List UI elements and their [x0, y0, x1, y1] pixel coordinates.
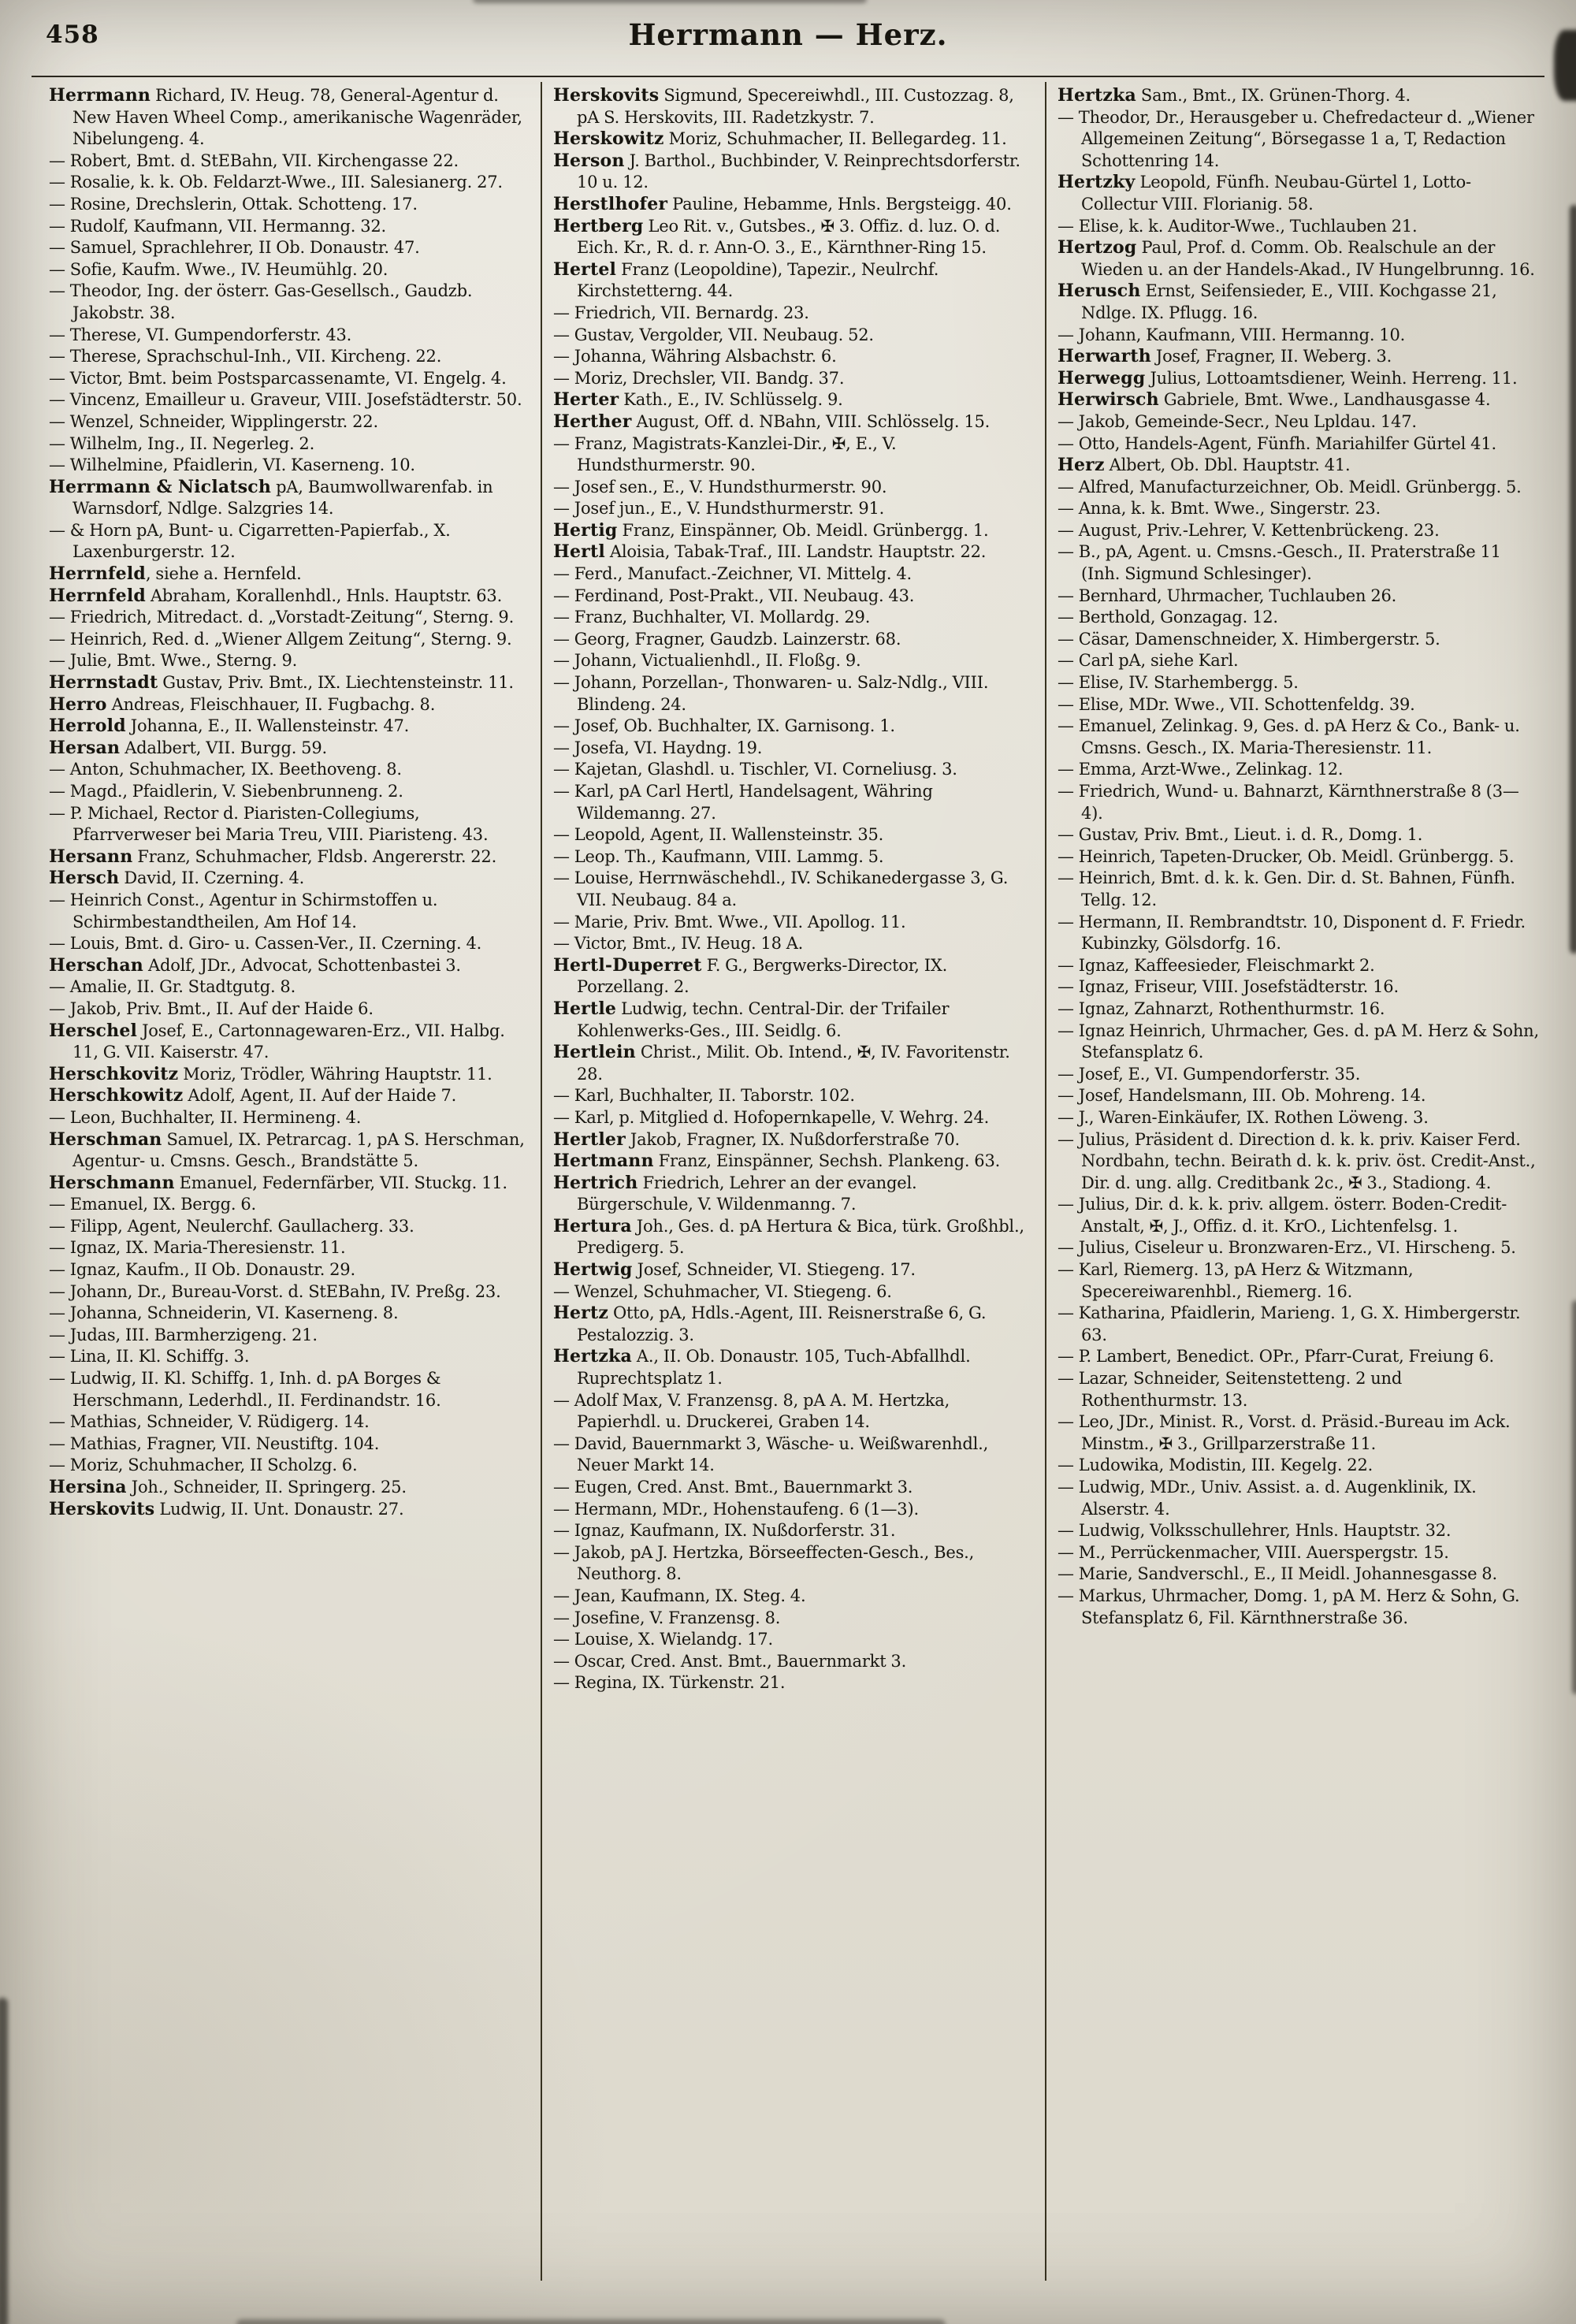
- directory-entry-head: Herro Andreas, Fleischhauer, II. Fugbachg. 8.: [49, 693, 436, 715]
- surname-lead: Herrold: [49, 716, 126, 737]
- directory-entry: — August, Priv.-Lehrer, V. Kettenbrückeng. 23.: [1057, 520, 1440, 540]
- surname-lead: Herro: [49, 693, 107, 715]
- surname-lead: Herrnfeld: [49, 585, 146, 606]
- directory-entry: — Rosalie, k. k. Ob. Feldarzt-Wwe., III. Salesianerg. 27.: [49, 173, 503, 192]
- directory-entry-head: Herwarth Josef, Fragner, II. Weberg. 3.: [1057, 346, 1392, 367]
- directory-entry-head: Herschkowitz Adolf, Agent, II. Auf der Haide 7.: [49, 1085, 457, 1106]
- directory-entry-head: Hertzka A., II. Ob. Donaustr. 105, Tuch-Abfallhdl. Ruprechtsplatz 1.: [553, 1346, 971, 1389]
- directory-entry-head: Hertzka Sam., Bmt., IX. Grünen-Thorg. 4.: [1057, 85, 1411, 106]
- directory-entry-head: Herskowitz Moriz, Schuhmacher, II. Bellegardeg. 11.: [553, 128, 1007, 150]
- surname-lead: Herwegg: [1057, 367, 1146, 389]
- directory-entry: — Magd., Pfaidlerin, V. Siebenbrunneng. 2.: [49, 782, 403, 801]
- directory-entry: — Ludwig, MDr., Univ. Assist. a. d. Augenklinik, IX. Alserstr. 4.: [1057, 1478, 1477, 1519]
- directory-entry: — Karl, Buchhalter, II. Taborstr. 102.: [553, 1086, 855, 1106]
- surname-lead: Herschan: [49, 954, 144, 976]
- directory-entry: — Therese, Sprachschul-Inh., VII. Kircheng. 22.: [49, 347, 442, 366]
- directory-entry: — Julius, Präsident d. Direction d. k. k. priv. Kaiser Ferd. Nordbahn, techn. Beirath d. k. k. priv. öst. Credit-Anst., Dir. d. ung. allg. Creditbank 2c., ✠ 3., Stadiong. 4.: [1057, 1129, 1536, 1192]
- directory-entry: — Mathias, Schneider, V. Rüdigerg. 14.: [49, 1412, 370, 1432]
- directory-entry: — Hermann, MDr., Hohenstaufeng. 6 (1—3).: [553, 1499, 919, 1519]
- directory-entry: — Johann, Porzellan-, Thonwaren- u. Salz-Ndlg., VIII. Blindeng. 24.: [553, 673, 989, 714]
- directory-entry-head: Hertrich Friedrich, Lehrer an der evangel. Bürgerschule, V. Wildenmanng. 7.: [553, 1172, 917, 1214]
- directory-entry: — Markus, Uhrmacher, Domg. 1, pA M. Herz & Sohn, G. Stefansplatz 6, Fil. Kärnthnerstraße 36.: [1057, 1586, 1520, 1627]
- directory-entry-head: Hertl-Duperret F. G., Bergwerks-Director, IX. Porzellang. 2.: [553, 954, 948, 997]
- directory-entry-head: Hertl Aloisia, Tabak-Traf., III. Landstr. Hauptstr. 22.: [553, 541, 987, 563]
- surname-lead: Hertrich: [553, 1172, 638, 1193]
- directory-entry: — Josefa, VI. Haydng. 19.: [553, 738, 763, 757]
- directory-entry: — Louis, Bmt. d. Giro- u. Cassen-Ver., II. Czerning. 4.: [49, 934, 482, 954]
- directory-entry-head: Herstlhofer Pauline, Hebamme, Hnls. Bergsteigg. 40.: [553, 193, 1012, 214]
- directory-entry: — Eugen, Cred. Anst. Bmt., Bauernmarkt 3.: [553, 1478, 913, 1497]
- directory-entry-head: Herz Albert, Ob. Dbl. Hauptstr. 41.: [1057, 455, 1351, 476]
- directory-column: [1045, 82, 1549, 2281]
- directory-entry: — Jean, Kaufmann, IX. Steg. 4.: [553, 1586, 806, 1605]
- directory-entry-head: Hertwig Josef, Schneider, VI. Stiegeng. 17.: [553, 1259, 916, 1281]
- page-number: 458: [46, 20, 99, 49]
- directory-entry: — Leop. Th., Kaufmann, VIII. Lammg. 5.: [553, 846, 884, 866]
- directory-entry: — Emma, Arzt-Wwe., Zelinkag. 12.: [1057, 760, 1344, 779]
- directory-entry: — Friedrich, Wund- u. Bahnarzt, Kärnthnerstraße 8 (3—4).: [1057, 782, 1519, 823]
- surname-lead: Herrmann: [49, 85, 151, 106]
- surname-lead: Hertel: [553, 258, 617, 280]
- surname-lead: Hertlein: [553, 1042, 636, 1063]
- directory-entry: — Karl, Riemerg. 13, pA Herz & Witzmann, Specereiwarenhbl., Riemerg. 16.: [1057, 1260, 1414, 1301]
- directory-entry-head: Hersch David, II. Czerning. 4.: [49, 868, 305, 889]
- directory-entry: — Moriz, Drechsler, VII. Bandg. 37.: [553, 368, 845, 388]
- directory-entry: — Alfred, Manufacturzeichner, Ob. Meidl. Grünbergg. 5.: [1057, 477, 1522, 496]
- directory-entry-head: Hertzky Leopold, Fünfh. Neubau-Gürtel 1, Lotto-Collectur VIII. Florianig. 58.: [1057, 172, 1471, 214]
- surname-lead: Herther: [553, 411, 632, 432]
- directory-entry-head: Hersina Joh., Schneider, II. Springerg. 25.: [49, 1477, 407, 1497]
- directory-entry: — Heinrich, Bmt. d. k. k. Gen. Dir. d. St. Bahnen, Fünfh. Tellg. 12.: [1057, 868, 1515, 909]
- directory-entry: — Heinrich, Tapeten-Drucker, Ob. Meidl. Grünbergg. 5.: [1057, 846, 1515, 866]
- directory-entry: — Samuel, Sprachlehrer, II Ob. Donaustr. 47.: [49, 238, 420, 258]
- directory-entry: — Robert, Bmt. d. StEBahn, VII. Kirchengasse 22.: [49, 151, 459, 170]
- directory-entry-head: Hertel Franz (Leopoldine), Tapezir., Neulrchf. Kirchstetterng. 44.: [553, 258, 939, 301]
- directory-entry: — Johanna, Schneiderin, VI. Kaserneng. 8.: [49, 1303, 399, 1323]
- scan-artifact: [236, 2319, 946, 2324]
- surname-lead: Herskovits: [49, 1498, 155, 1519]
- directory-entry-head: Herrnfeld, siehe a. Hernfeld.: [49, 563, 302, 585]
- directory-entry-head: Herrold Johanna, E., II. Wallensteinstr. 47.: [49, 716, 410, 737]
- directory-entry: — Elise, MDr. Wwe., VII. Schottenfeldg. 39.: [1057, 694, 1415, 714]
- directory-entry: — Otto, Handels-Agent, Fünfh. Mariahilfer Gürtel 41.: [1057, 433, 1496, 453]
- directory-entry-head: Herson J. Barthol., Buchbinder, V. Reinprechtsdorferstr. 10 u. 12.: [553, 150, 1020, 192]
- surname-lead: Hertl-Duperret: [553, 954, 702, 976]
- surname-lead: Hertz: [553, 1303, 609, 1324]
- directory-entry: — Wilhelmine, Pfaidlerin, VI. Kaserneng. 10.: [49, 456, 415, 475]
- directory-entry: — Ferdinand, Post-Prakt., VII. Neubaug. 43.: [553, 586, 915, 605]
- directory-entry: — Victor, Bmt. beim Postsparcassenamte, VI. Engelg. 4.: [49, 368, 507, 388]
- directory-entry-head: Hertberg Leo Rit. v., Gutsbes., ✠ 3. Offiz. d. luz. O. d. Eich. Kr., R. d. r. Ann-O. 3., E., Kärnthner-Ring 15.: [553, 215, 1001, 258]
- directory-entry-head: Hertler Jakob, Fragner, IX. Nußdorferstraße 70.: [553, 1129, 960, 1150]
- directory-entry: — Ignaz, IX. Maria-Theresienstr. 11.: [49, 1238, 346, 1258]
- surname-lead: Herschman: [49, 1129, 162, 1150]
- directory-entry: — Mathias, Fragner, VII. Neustiftg. 104.: [49, 1433, 380, 1453]
- directory-entry-head: Herschan Adolf, JDr., Advocat, Schottenbastei 3.: [49, 954, 461, 976]
- directory-entry: — Ludwig, II. Kl. Schiffg. 1, Inh. d. pA Borges & Herschmann, Lederhdl., II. Ferdinandstr. 16.: [49, 1369, 441, 1410]
- directory-entry: — Hermann, II. Rembrandtstr. 10, Disponent d. F. Friedr. Kubinzky, Gölsdorfg. 16.: [1057, 912, 1526, 954]
- directory-entry: — Wenzel, Schuhmacher, VI. Stiegeng. 6.: [553, 1281, 892, 1301]
- directory-entry-head: Herusch Ernst, Seifensieder, E., VIII. Kochgasse 21, Ndlge. IX. Pflugg. 16.: [1057, 281, 1497, 322]
- directory-entry: — David, Bauernmarkt 3, Wäsche- u. Weißwarenhdl., Neuer Markt 14.: [553, 1433, 989, 1475]
- directory-column: [541, 82, 1045, 2281]
- directory-entry-head: Herrnstadt Gustav, Priv. Bmt., IX. Liechtensteinstr. 11.: [49, 672, 514, 693]
- surname-lead: Hertzky: [1057, 172, 1136, 193]
- directory-column: [38, 82, 541, 2281]
- surname-lead: Herrnfeld: [49, 563, 146, 585]
- directory-entry: — Georg, Fragner, Gaudzb. Lainzerstr. 68.: [553, 629, 901, 649]
- directory-entry: — Cäsar, Damenschneider, X. Himbergerstr. 5.: [1057, 629, 1440, 649]
- directory-entry: — Josef, Handelsmann, III. Ob. Mohreng. 14.: [1057, 1086, 1426, 1106]
- directory-entry: — Judas, III. Barmherzigeng. 21.: [49, 1325, 318, 1344]
- surname-lead: Herskowitz: [553, 128, 664, 150]
- directory-entry-head: Herschel Josef, E., Cartonnagewaren-Erz., VII. Halbg. 11, G. VII. Kaiserstr. 47.: [49, 1020, 505, 1062]
- directory-entry-head: Hertura Joh., Ges. d. pA Hertura & Bica, türk. Großhbl., Predigerg. 5.: [553, 1215, 1024, 1258]
- surname-lead: Hertl: [553, 541, 605, 563]
- directory-entry: — Wilhelm, Ing., II. Negerleg. 2.: [49, 433, 315, 453]
- surname-lead: Hertler: [553, 1129, 626, 1150]
- surname-lead: Hertzog: [1057, 237, 1137, 258]
- directory-entry-head: Herskovits Sigmund, Specereiwhdl., III. Custozzag. 8, pA S. Herskovits, III. Radetzkystr. 7.: [553, 85, 1014, 127]
- directory-entry-head: Hersan Adalbert, VII. Burgg. 59.: [49, 737, 327, 758]
- directory-entry: — Louise, Herrnwäschehdl., IV. Schikanedergasse 3, G. VII. Neubaug. 84 a.: [553, 868, 1009, 909]
- directory-entry: — Leo, JDr., Minist. R., Vorst. d. Präsid.-Bureau im Ack. Minstm., ✠ 3., Grillparzerstraße 11.: [1057, 1412, 1511, 1453]
- directory-entry: — Gustav, Priv. Bmt., Lieut. i. d. R., Domg. 1.: [1057, 825, 1423, 845]
- surname-lead: Hertle: [553, 998, 617, 1019]
- page-header: [0, 0, 1576, 68]
- directory-entry: — Karl, pA Carl Hertl, Handelsagent, Währing Wildemanng. 27.: [553, 782, 933, 823]
- directory-entry: — Gustav, Vergolder, VII. Neubaug. 52.: [553, 325, 874, 344]
- directory-entry: — Jakob, pA J. Hertzka, Börseeffecten-Gesch., Bes., Neuthorg. 8.: [553, 1542, 975, 1584]
- directory-entry: — Ludowika, Modistin, III. Kegelg. 22.: [1057, 1456, 1373, 1475]
- directory-entry: — Louise, X. Wielandg. 17.: [553, 1630, 773, 1649]
- directory-entry: — Jakob, Priv. Bmt., II. Auf der Haide 6.: [49, 998, 374, 1018]
- directory-entry: — Anton, Schuhmacher, IX. Beethoveng. 8.: [49, 760, 402, 779]
- scan-artifact: [1570, 205, 1576, 954]
- directory-entry: — Friedrich, Mitredact. d. „Vorstadt-Zeitung“, Sterng. 9.: [49, 608, 515, 627]
- directory-entry: — Ignaz, Kaffeesieder, Fleischmarkt 2.: [1057, 955, 1375, 975]
- surname-lead: Herschel: [49, 1020, 138, 1041]
- directory-entry: — Julius, Dir. d. k. k. priv. allgem. österr. Boden-Credit-Anstalt, ✠, J., Offiz. d. it. KrO., Lichtenfelsg. 1.: [1057, 1195, 1507, 1236]
- surname-lead: Herwirsch: [1057, 389, 1159, 411]
- surname-lead: Herusch: [1057, 281, 1141, 302]
- directory-entry: — Katharina, Pfaidlerin, Marieng. 1, G. X. Himbergerstr. 63.: [1057, 1303, 1521, 1344]
- directory-entry: — Marie, Sandverschl., E., II Meidl. Johannesgasse 8.: [1057, 1564, 1497, 1584]
- directory-entry: — Ignaz Heinrich, Uhrmacher, Ges. d. pA M. Herz & Sohn, Stefansplatz 6.: [1057, 1021, 1539, 1062]
- surname-lead: Herz: [1057, 455, 1105, 476]
- directory-entry: — Julius, Ciseleur u. Bronzwaren-Erz., VI. Hirscheng. 5.: [1057, 1238, 1516, 1258]
- directory-entry: — Ludwig, Volksschullehrer, Hnls. Hauptstr. 32.: [1057, 1521, 1451, 1541]
- directory-entry: — Kajetan, Glashdl. u. Tischler, VI. Corneliusg. 3.: [553, 760, 957, 779]
- directory-entry: — Ignaz, Kaufm., II Ob. Donaustr. 29.: [49, 1260, 355, 1280]
- surname-lead: Hersina: [49, 1477, 127, 1497]
- directory-entry: — Ignaz, Friseur, VIII. Josefstädterstr. 16.: [1057, 977, 1399, 997]
- surname-lead: Herschkowitz: [49, 1085, 184, 1106]
- directory-entry-head: Herskovits Ludwig, II. Unt. Donaustr. 27.: [49, 1498, 404, 1519]
- surname-lead: Herrmann & Niclatsch: [49, 476, 272, 497]
- directory-entry-head: Herter Kath., E., IV. Schlüsselg. 9.: [553, 389, 843, 411]
- directory-entry: — Josefine, V. Franzensg. 8.: [553, 1608, 781, 1627]
- directory-entry: — Elise, k. k. Auditor-Wwe., Tuchlauben 21.: [1057, 216, 1418, 236]
- directory-entry-head: Hertmann Franz, Einspänner, Sechsh. Plankeng. 63.: [553, 1151, 1001, 1172]
- directory-entry: — Johann, Kaufmann, VIII. Hermanng. 10.: [1057, 325, 1406, 344]
- directory-entry: — Jakob, Gemeinde-Secr., Neu Lpldau. 147.: [1057, 411, 1417, 431]
- directory-entry: — B., pA, Agent. u. Cmsns.-Gesch., II. Praterstraße 11 (Inh. Sigmund Schlesinger).: [1057, 542, 1501, 584]
- directory-entry: — Josef, Ob. Buchhalter, IX. Garnisong. 1.: [553, 716, 895, 736]
- surname-lead: Hertwig: [553, 1259, 633, 1281]
- directory-entry-head: Herther August, Off. d. NBahn, VIII. Schlösselg. 15.: [553, 411, 991, 432]
- directory-entry: — Marie, Priv. Bmt. Wwe., VII. Apollog. 11.: [553, 912, 906, 931]
- directory-entry: — Josef sen., E., V. Hundsthurmerstr. 90.: [553, 477, 887, 496]
- directory-entry-head: Herrmann & Niclatsch pA, Baumwollwarenfab. in Warnsdorf, Ndlge. Salzgries 14.: [49, 476, 493, 519]
- directory-entry: — Leon, Buchhalter, II. Hermineng. 4.: [49, 1107, 362, 1127]
- surname-lead: Herter: [553, 389, 619, 411]
- directory-columns: [0, 77, 1576, 2281]
- directory-entry: — Josef jun., E., V. Hundsthurmerstr. 91.: [553, 499, 885, 519]
- surname-lead: Herskovits: [553, 85, 660, 106]
- directory-entry: — Wenzel, Schneider, Wipplingerstr. 22.: [49, 411, 378, 431]
- directory-entry: — Johanna, Währing Alsbachstr. 6.: [553, 347, 837, 366]
- directory-entry: — Ignaz, Zahnarzt, Rothenthurmstr. 16.: [1057, 998, 1385, 1018]
- directory-entry: — Josef, E., VI. Gumpendorferstr. 35.: [1057, 1064, 1361, 1084]
- surname-lead: Herson: [553, 150, 625, 171]
- directory-entry: — Julie, Bmt. Wwe., Sterng. 9.: [49, 651, 298, 671]
- directory-entry: — Ignaz, Kaufmann, IX. Nußdorferstr. 31.: [553, 1521, 896, 1541]
- directory-entry: — P. Lambert, Benedict. OPr., Pfarr-Curat, Freiung 6.: [1057, 1347, 1494, 1367]
- directory-entry-head: Hertz Otto, pA, Hdls.-Agent, III. Reisnerstraße 6, G. Pestalozzig. 3.: [553, 1303, 987, 1344]
- directory-entry-head: Herschmann Emanuel, Federnfärber, VII. Stuckg. 11.: [49, 1172, 507, 1193]
- surname-lead: Hertzka: [553, 1346, 632, 1367]
- directory-entry: — Anna, k. k. Bmt. Wwe., Singerstr. 23.: [1057, 499, 1381, 519]
- directory-entry: — Johann, Dr., Bureau-Vorst. d. StEBahn, IV. Preßg. 23.: [49, 1281, 501, 1301]
- surname-lead: Hertura: [553, 1215, 632, 1236]
- directory-entry: — Rosine, Drechslerin, Ottak. Schotteng. 17.: [49, 194, 418, 214]
- directory-entry: — Adolf Max, V. Franzensg. 8, pA A. M. Hertzka, Papierhdl. u. Druckerei, Graben 14.: [553, 1390, 950, 1432]
- directory-entry: — Theodor, Dr., Herausgeber u. Chefredacteur d. „Wiener Allgemeinen Zeitung“, Börsegasse 1 a, T, Redaction Schottenring 14.: [1057, 107, 1534, 170]
- page-title: Herrmann — Herz.: [628, 17, 948, 52]
- directory-entry: — Rudolf, Kaufmann, VII. Hermanng. 32.: [49, 216, 386, 236]
- directory-entry: — Karl, p. Mitglied d. Hofopernkapelle, V. Wehrg. 24.: [553, 1107, 990, 1127]
- directory-entry: — Friedrich, VII. Bernardg. 23.: [553, 303, 809, 322]
- directory-entry: — Vincenz, Emailleur u. Graveur, VIII. Josefstädterstr. 50.: [49, 390, 522, 410]
- directory-entry-head: Hersann Franz, Schuhmacher, Fldsb. Angererstr. 22.: [49, 846, 497, 867]
- directory-entry: — Ferd., Manufact.-Zeichner, VI. Mittelg. 4.: [553, 564, 913, 584]
- surname-lead: Herstlhofer: [553, 193, 668, 214]
- surname-lead: Hersch: [49, 868, 120, 889]
- surname-lead: Herrnstadt: [49, 672, 158, 693]
- directory-entry-head: Herwirsch Gabriele, Bmt. Wwe., Landhausgasse 4.: [1057, 389, 1491, 411]
- scan-artifact: [0, 1998, 8, 2324]
- directory-entry: — Bernhard, Uhrmacher, Tuchlauben 26.: [1057, 586, 1397, 605]
- directory-entry-head: Hertle Ludwig, techn. Central-Dir. der Trifailer Kohlenwerks-Ges., III. Seidlg. 6.: [553, 998, 950, 1040]
- directory-entry: — & Horn pA, Bunt- u. Cigarretten-Papierfab., X. Laxenburgerstr. 12.: [49, 520, 451, 562]
- directory-entry: — Victor, Bmt., IV. Heug. 18 A.: [553, 934, 804, 954]
- directory-entry-head: Hertzog Paul, Prof. d. Comm. Ob. Realschule an der Wieden u. an der Handels-Akad., IV Hungelbrunng. 16.: [1057, 237, 1535, 279]
- directory-entry: — Leopold, Agent, II. Wallensteinstr. 35.: [553, 825, 884, 845]
- directory-entry: — Heinrich, Red. d. „Wiener Allgem Zeitung“, Sterng. 9.: [49, 629, 512, 649]
- directory-entry-head: Herwegg Julius, Lottoamtsdiener, Weinh. Herreng. 11.: [1057, 367, 1518, 389]
- directory-entry: — Franz, Magistrats-Kanzlei-Dir., ✠, E., V. Hundsthurmerstr. 90.: [553, 433, 897, 475]
- directory-entry: — Lazar, Schneider, Seitenstetteng. 2 und Rothenthurmstr. 13.: [1057, 1369, 1403, 1410]
- directory-entry: — Emanuel, IX. Bergg. 6.: [49, 1195, 256, 1214]
- directory-entry-head: Hertlein Christ., Milit. Ob. Intend., ✠, IV. Favoritenstr. 28.: [553, 1042, 1010, 1084]
- directory-entry-head: Herschkovitz Moriz, Trödler, Währing Hauptstr. 11.: [49, 1063, 492, 1084]
- directory-entry: — Lina, II. Kl. Schiffg. 3.: [49, 1347, 250, 1367]
- directory-entry: — Moriz, Schuhmacher, II Scholzg. 6.: [49, 1456, 358, 1475]
- directory-entry: — Emanuel, Zelinkag. 9, Ges. d. pA Herz & Co., Bank- u. Cmsns. Gesch., IX. Maria-Theresienstr. 11.: [1057, 716, 1520, 757]
- directory-entry: — Regina, IX. Türkenstr. 21.: [553, 1673, 786, 1693]
- directory-entry: — Johann, Victualienhdl., II. Floßg. 9.: [553, 651, 861, 671]
- surname-lead: Hersann: [49, 846, 133, 867]
- scan-artifact: [1572, 1300, 1576, 1694]
- directory-entry: — Berthold, Gonzagag. 12.: [1057, 608, 1278, 627]
- directory-entry: — P. Michael, Rector d. Piaristen-Collegiums, Pfarrverweser bei Maria Treu, VIII. Piaristeng. 43.: [49, 803, 489, 845]
- surname-lead: Hertmann: [553, 1151, 654, 1172]
- directory-entry: — Therese, VI. Gumpendorferstr. 43.: [49, 325, 352, 344]
- directory-entry: — J., Waren-Einkäufer, IX. Rothen Löweng. 3.: [1057, 1107, 1429, 1127]
- directory-entry: — Sofie, Kaufm. Wwe., IV. Heumühlg. 20.: [49, 259, 388, 279]
- directory-entry-head: Herschman Samuel, IX. Petrarcag. 1, pA S. Herschman, Agentur- u. Cmsns. Gesch., Brandstätte 5.: [49, 1129, 525, 1171]
- directory-entry: — Amalie, II. Gr. Stadtgutg. 8.: [49, 977, 296, 997]
- surname-lead: Hertzka: [1057, 85, 1136, 106]
- surname-lead: Hertberg: [553, 215, 644, 236]
- directory-entry: — Oscar, Cred. Anst. Bmt., Bauernmarkt 3.: [553, 1651, 907, 1671]
- directory-entry: — M., Perrückenmacher, VIII. Auerspergstr. 15.: [1057, 1542, 1449, 1562]
- surname-lead: Hertig: [553, 519, 618, 541]
- surname-lead: Herwarth: [1057, 346, 1151, 367]
- directory-entry: — Filipp, Agent, Neulerchf. Gaullacherg. 33.: [49, 1216, 414, 1236]
- directory-entry-head: Herrnfeld Abraham, Korallenhdl., Hnls. Hauptstr. 63.: [49, 585, 503, 606]
- directory-entry: — Theodor, Ing. der österr. Gas-Gesellsch., Gaudzb. Jakobstr. 38.: [49, 281, 473, 322]
- surname-lead: Herschmann: [49, 1172, 175, 1193]
- directory-entry: — Heinrich Const., Agentur in Schirmstoffen u. Schirmbestandtheilen, Am Hof 14.: [49, 890, 438, 931]
- surname-lead: Herschkovitz: [49, 1063, 179, 1084]
- directory-entry-head: Hertig Franz, Einspänner, Ob. Meidl. Grünbergg. 1.: [553, 519, 989, 541]
- surname-lead: Hersan: [49, 737, 121, 758]
- directory-entry-head: Herrmann Richard, IV. Heug. 78, General-Agentur d. New Haven Wheel Comp., amerikanische Wagenräder, Nibelungeng. 4.: [49, 85, 522, 149]
- directory-entry: — Elise, IV. Starhembergg. 5.: [1057, 673, 1299, 693]
- directory-entry: — Carl pA, siehe Karl.: [1057, 651, 1239, 671]
- directory-entry: — Franz, Buchhalter, VI. Mollardg. 29.: [553, 608, 871, 627]
